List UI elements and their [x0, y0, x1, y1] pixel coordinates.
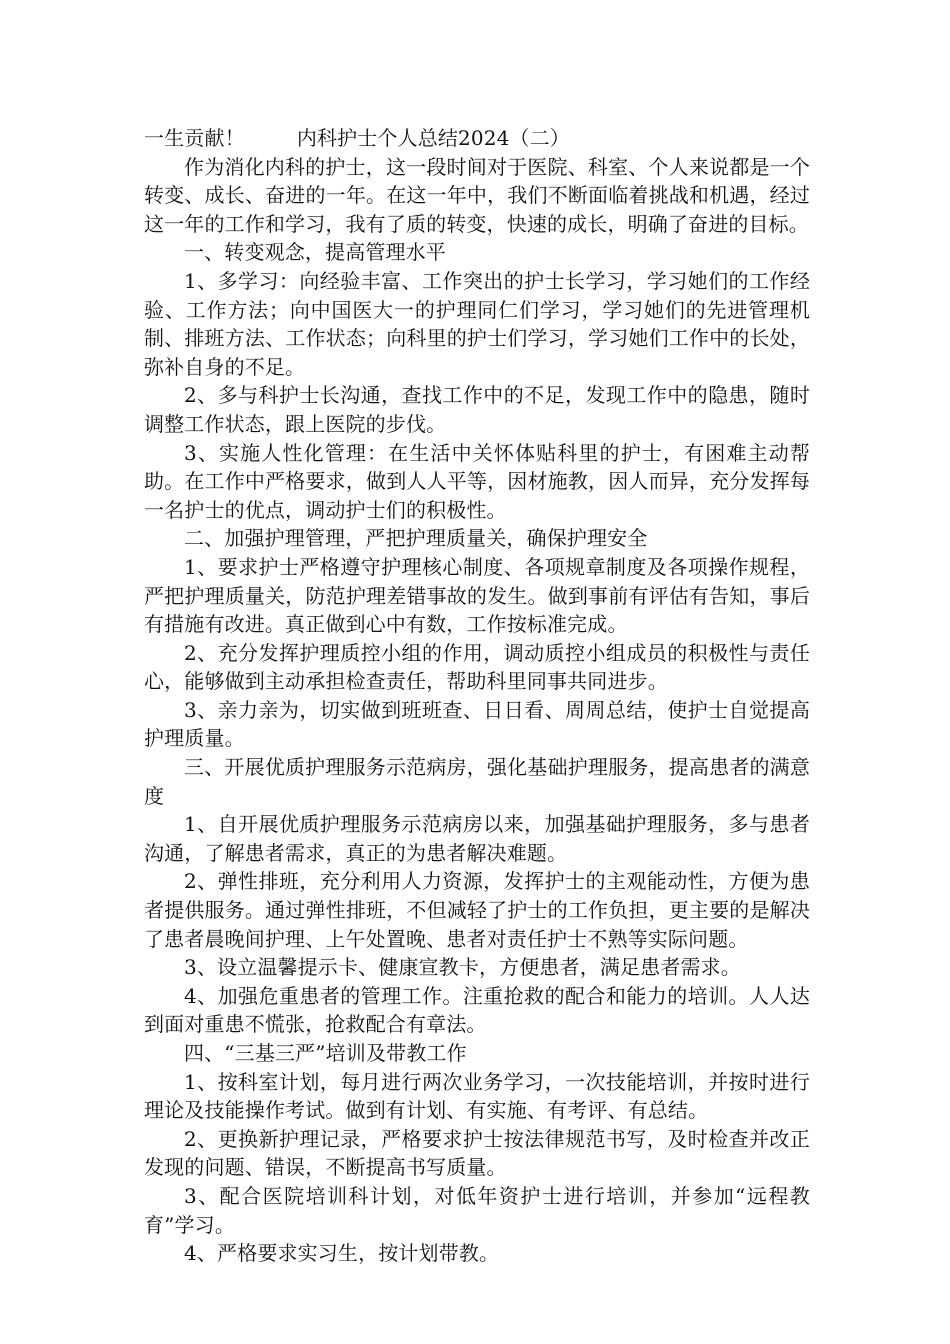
paragraph: 3、亲力亲为，切实做到班班查、日日看、周周总结，使护士自觉提高护理质量。	[144, 697, 810, 751]
paragraph: 2、多与科护士长沟通，查找工作中的不足，发现工作中的隐患，随时调整工作状态，跟上医院的步伐。	[144, 383, 810, 436]
paragraph: 4、加强危重患者的管理工作。注重抢救的配合和能力的培训。人人达到面对重患不慌张，抢救配合有章法。	[144, 983, 810, 1037]
paragraph: 2、弹性排班，充分利用人力资源，发挥护士的主观能动性，方便为患者提供服务。通过弹性排班，不但减轻了护士的工作负担，更主要的是解决了患者晨晚间护理、上午处置晚、患者对责任护士不熟等实际问题。	[144, 869, 810, 951]
paragraph: 3、配合医院培训科计划，对低年资护士进行培训，并参加“远程教育”学习。	[144, 1183, 810, 1237]
section-heading-2: 二、加强护理管理，严把护理质量关，确保护理安全	[184, 526, 648, 551]
paragraph: 2、充分发挥护理质控小组的作用，调动质控小组成员的积极性与责任心，能够做到主动承担检查责任，帮助科里同事共同进步。	[144, 640, 810, 694]
paragraph: 1、按科室计划，每月进行两次业务学习，一次技能培训，并按时进行理论及技能操作考试。做到有计划、有实施、有考评、有总结。	[144, 1069, 810, 1123]
document-heading-line	[144, 124, 810, 153]
intro-paragraph: 作为消化内科的护士，这一段时间对于医院、科室、个人来说都是一个转变、成长、奋进的一年。在这一年中，我们不断面临着挑战和机遇，经过这一年的工作和学习，我有了质的转变，快速的成长，明确了奋进的目标。	[144, 154, 810, 236]
document-heading: 内科护士个人总结2024（二）	[296, 126, 570, 150]
paragraph: 2、更换新护理记录，严格要求护士按法律规范书写，及时检查并改正发现的问题、错误，不断提高书写质量。	[144, 1126, 810, 1180]
paragraph: 3、设立温馨提示卡、健康宣教卡，方便患者，满足患者需求。	[184, 955, 741, 980]
paragraph: 1、多学习：向经验丰富、工作突出的护士长学习，学习她们的工作经验、工作方法；向中国医大一的护理同仁们学习，学习她们的先进管理机制、排班方法、工作状态；向科里的护士们学习，学习她们工作中的长处，弥补自身的不足。	[144, 268, 810, 379]
paragraph: 4、严格要求实习生，按计划带教。	[184, 1241, 500, 1266]
paragraph: 1、要求护士严格遵守护理核心制度、各项规章制度及各项操作规程，严把护理质量关，防范护理差错事故的发生。做到事前有评估有告知，事后有措施有改进。真正做到心中有数，工作按标准完成。	[144, 554, 810, 637]
section-heading-3: 三、开展优质护理服务示范病房，强化基础护理服务，提高患者的满意度	[144, 755, 810, 808]
paragraph: 1、自开展优质护理服务示范病房以来，加强基础护理服务，多与患者沟通，了解患者需求，真正的为患者解决难题。	[144, 812, 810, 865]
lead-fragment: 一生贡献！	[144, 126, 245, 150]
section-heading-1: 一、转变观念，提高管理水平	[184, 240, 446, 265]
paragraph: 3、实施人性化管理：在生活中关怀体贴科里的护士，有困难主动帮助。在工作中严格要求，做到人人平等，因材施教，因人而异，充分发挥每一名护士的优点，调动护士们的积极性。	[144, 440, 810, 522]
section-heading-4: 四、“三基三严”培训及带教工作	[184, 1041, 467, 1065]
